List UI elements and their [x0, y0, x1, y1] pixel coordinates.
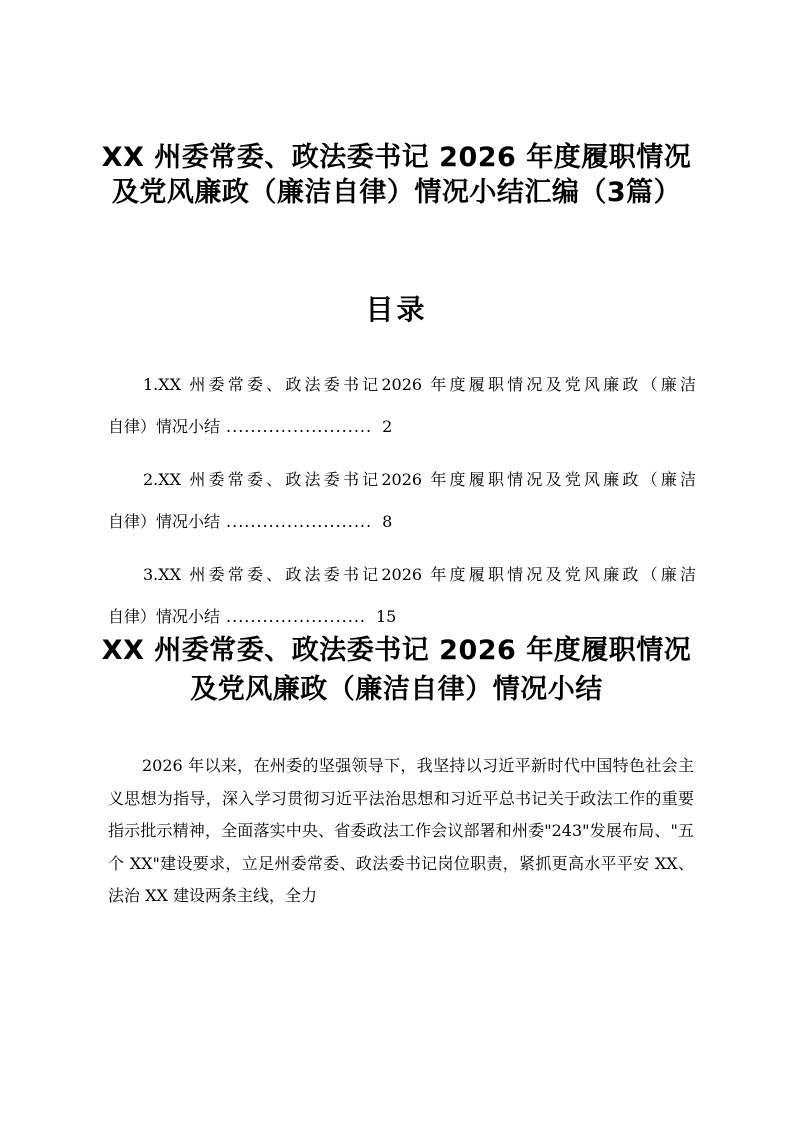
toc-item-2[interactable]: [108, 465, 696, 560]
toc-page-number: 8: [382, 512, 393, 531]
toc-item-title-end: 自律）情况小结: [108, 607, 221, 626]
toc-item-title-end: 自律）情况小结: [108, 417, 221, 436]
table-of-contents: [108, 370, 696, 655]
toc-leader-dots: ........................: [226, 417, 373, 436]
document-title: XX 州委常委、政法委书记 2026 年度履职情况及党风廉政（廉洁自律）情况小结汇编（3篇）: [101, 142, 692, 208]
toc-item-continuation: [108, 602, 396, 632]
toc-item-1[interactable]: [108, 370, 696, 465]
toc-page-number: 2: [382, 417, 393, 436]
toc-item-title-end: 自律）情况小结: [108, 512, 221, 531]
toc-item-title: 1.XX 州委常委、政法委书记2026 年度履职情况及党风廉政（廉洁: [143, 375, 696, 394]
toc-item-title: 2.XX 州委常委、政法委书记2026 年度履职情况及党风廉政（廉洁: [143, 470, 696, 489]
section-title: XX 州委常委、政法委书记 2026 年度履职情况及党风廉政（廉洁自律）情况小结: [101, 635, 692, 705]
toc-item-continuation: [108, 507, 392, 537]
toc-item-title: 3.XX 州委常委、政法委书记2026 年度履职情况及党风廉政（廉洁: [143, 565, 696, 584]
toc-leader-dots: ........................: [226, 512, 373, 531]
toc-page-number: 15: [376, 607, 397, 626]
toc-heading: 目录: [365, 293, 428, 326]
toc-leader-dots: .......................: [226, 607, 366, 626]
body-paragraph: 2026 年以来，在州委的坚强领导下，我坚持以习近平新时代中国特色社会主义思想为指导，深入学习贯彻习近平法治思想和习近平总书记关于政法工作的重要指示批示精神，全面落实中央、省委政法工作会议部署和州委"243"发展布局、"五个 XX"建设要求，立足州委常委、政法委书记岗位职责，紧抓更高水平平安 XX、法治 XX 建设两条主线，全力: [108, 756, 694, 906]
toc-item-continuation: [108, 412, 392, 442]
